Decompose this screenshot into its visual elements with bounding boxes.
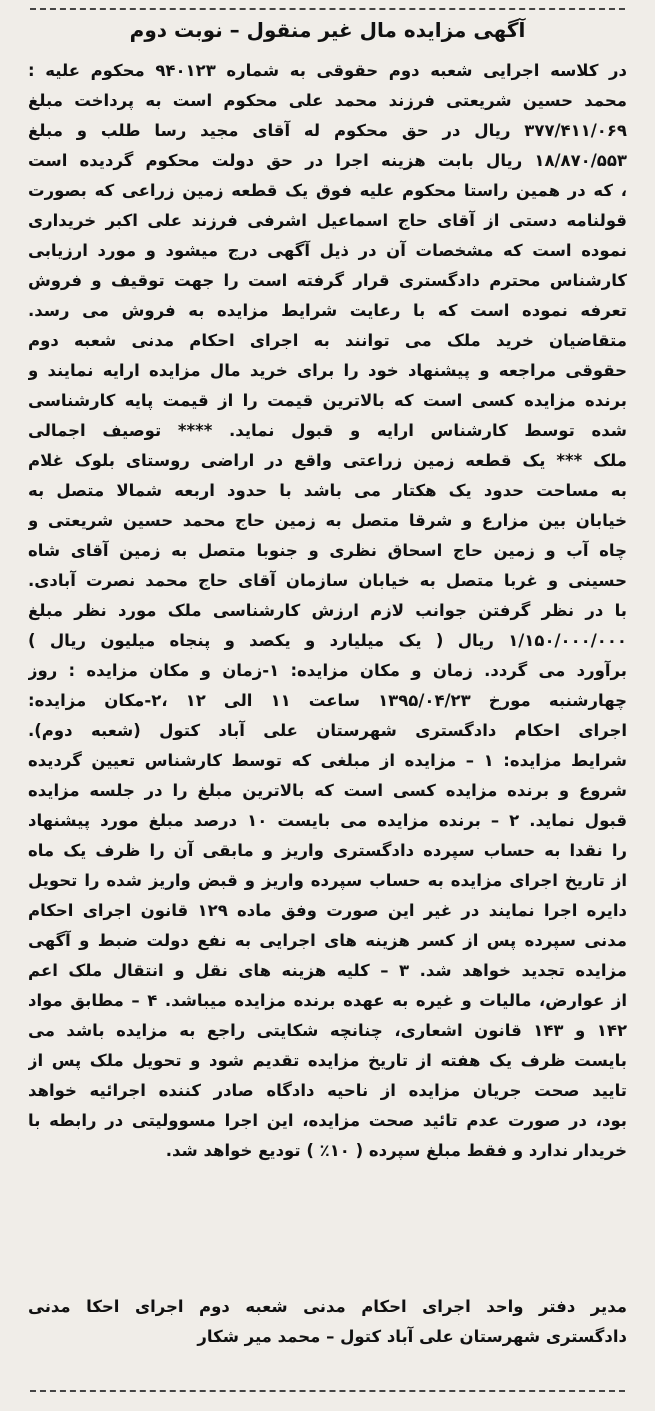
bottom-dashed-rule (30, 1390, 625, 1392)
body-line: حقوقی مراجعه و پیشنهاد خود را برای خرید مال مزایده ارایه نمایند و (28, 361, 627, 380)
body-line: به مساحت حدود یک هکتار می باشد با حدود اربعه شمالا متصل به (28, 481, 627, 500)
top-dashed-rule (30, 8, 625, 10)
body-line: از عوارض، مالیات و غیره به عهده برنده مزایده میباشد. ۴ – مطابق مواد (28, 991, 627, 1010)
body-line: برنده مزایده کسی است که بالاترین قیمت را از قیمت پایه کارشناسی (28, 391, 627, 410)
body-line: قولنامه دستی از آقای حاج اسماعیل اشرفی فرزند علی اکبر خریداری (28, 211, 627, 230)
body-line: شروع و برنده مزایده کسی است که بالاترین مبلغ را در جلسه مزایده (28, 781, 627, 800)
body-line: متقاضیان خرید ملک می توانند به اجرای احکام مدنی شعبه دوم (28, 331, 627, 350)
signature-line: مدیر دفتر واحد اجرای احکام مدنی شعبه دوم اجرای احکا مدنی (28, 1297, 627, 1316)
body-line: مدنی سپرده پس از کسر هزینه های اجرایی به نفع دولت ضبط و آگهی (28, 931, 627, 950)
signature-block (28, 1292, 627, 1352)
body-line: خریدار ندارد و فقط مبلغ سپرده ( ۱۰٪ ) تودیع خواهد شد. (165, 1141, 627, 1160)
body-line: قبول نماید. ۲ – برنده مزایده می بایست ۱۰ درصد مبلغ مورد پیشنهاد (28, 811, 627, 830)
notice-title: آگهی مزایده مال غیر منقول – نوبت دوم (129, 18, 526, 42)
body-line: نموده است که مشخصات آن در ذیل آگهی درج میشود و مورد ارزیابی (28, 241, 627, 260)
body-line: بایست ظرف یک هفته از تاریخ مزایده تقدیم شود و تحویل ملک پس از (28, 1051, 627, 1070)
notice-body (28, 56, 627, 1166)
body-line: کارشناس محترم دادگستری قرار گرفته است را جهت توقیف و فروش (28, 271, 627, 290)
body-line: دایره اجرا نمایند در غیر این صورت وفق ماده ۱۲۹ قانون اجرای احکام (28, 901, 627, 920)
body-line: ۱۴۲ و ۱۴۳ قانون اشعاری، چنانچه شکایتی راجع به مزایده باشد می (28, 1021, 627, 1040)
body-line: چاه آب و زمین حاج اسحاق نظری و جنوبا متصل به زمین آقای شاه (28, 541, 627, 560)
body-line: ۱۸/۸۷۰/۵۵۳ ریال بابت هزینه اجرا در حق دولت محکوم گردیده است (28, 151, 627, 170)
body-line: ۱/۱۵۰/۰۰۰/۰۰۰ ریال ( یک میلیارد و یکصد و پنجاه میلیون ریال ) (28, 631, 627, 650)
body-line: چهارشنبه مورخ ۱۳۹۵/۰۴/۲۳ ساعت ۱۱ الی ۱۲ ،۲-مکان مزایده: (28, 691, 627, 710)
body-line: با در نظر گرفتن جوانب لازم ارزش کارشناسی ملک مورد نظر مبلغ (28, 601, 627, 620)
body-line: از تاریخ اجرای مزایده به حساب سپرده واریز و قبض واریز شده را تحویل (28, 871, 627, 890)
body-line: شده توسط کارشناس ارایه و قبول نماید. **** توصیف اجمالی (28, 421, 627, 440)
body-line: برآورد می گردد. زمان و مکان مزایده: ۱-زمان و مکان مزایده : روز (28, 661, 627, 680)
body-line: ۳۷۷/۴۱۱/۰۶۹ ریال در حق محکوم له آقای مجید رسا طلب و مبلغ (28, 121, 627, 140)
body-line: ملک *** یک قطعه زمین زراعتی واقع در اراضی روستای بلوک غلام (28, 451, 627, 470)
body-line: بود، در صورت عدم تائید صحت مزایده، این اجرا مسوولیتی در رابطه با (28, 1111, 627, 1130)
body-line: محمد حسین شریعتی فرزند محمد علی محکوم است به پرداخت مبلغ (28, 91, 627, 110)
body-line: تایید صحت جریان مزایده از ناحیه دادگاه صادر کننده اجرائیه خواهد (28, 1081, 627, 1100)
body-line: اجرای احکام دادگستری شهرستان علی آباد کتول (شعبه دوم). (28, 721, 627, 740)
body-line: را نقدا به حساب سپرده دادگستری واریز و مابقی آن را ظرف یک ماه (28, 841, 627, 860)
signature-line: دادگستری شهرستان علی آباد کتول – محمد میر شکار (197, 1327, 627, 1346)
body-line: تعرفه نموده است که با رعایت شرایط مزایده به فروش می رسد. (28, 301, 627, 320)
body-line: شرایط مزایده: ۱ – مزایده از مبلغی که توسط کارشناس تعیین گردیده (28, 751, 627, 770)
body-line: خیابان بین مزارع و شرقا متصل به زمین حاج محمد حسین شریعتی و (28, 511, 627, 530)
body-line: در کلاسه اجرایی شعبه دوم حقوقی به شماره ۹۴۰۱۲۳ محکوم علیه : (28, 61, 627, 80)
body-line: مزایده تجدید خواهد شد. ۳ – کلیه هزینه های نقل و انتقال ملک اعم (28, 961, 627, 980)
body-line: حسینی و غربا متصل به خیابان سازمان آقای حاج محمد نصرت آبادی. (28, 571, 627, 590)
body-line: ، که در همین راستا محکوم علیه فوق یک قطعه زمین زراعی که بصورت (28, 181, 627, 200)
